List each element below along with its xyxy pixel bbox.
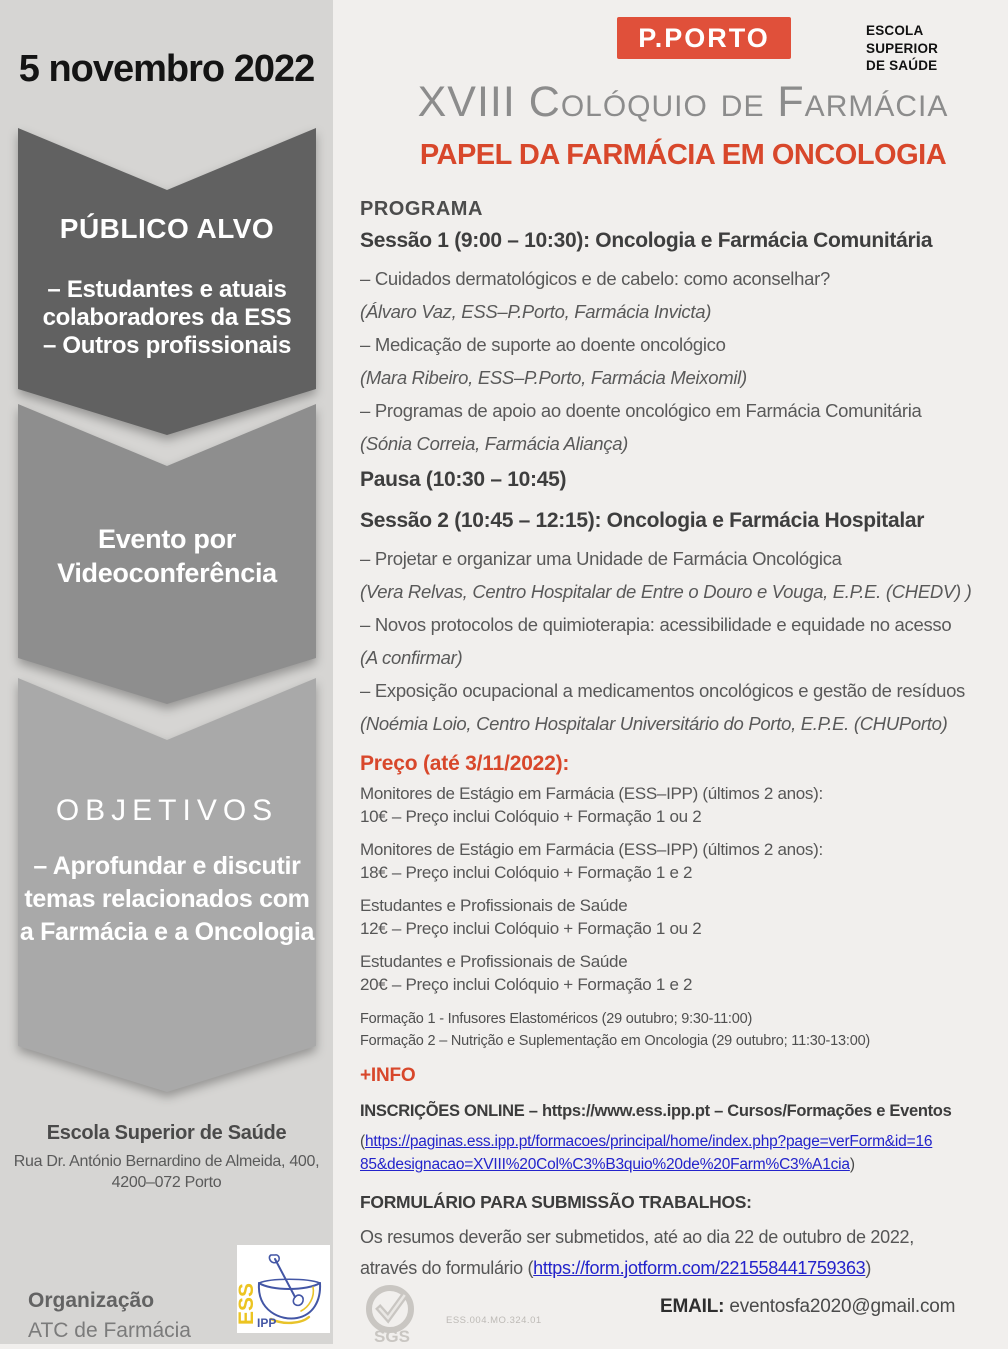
session-topic: – Exposição ocupacional a medicamentos oncológicos e gestão de resíduos: [360, 680, 966, 701]
session-topic: – Programas de apoio ao doente oncológico em Farmácia Comunitária: [360, 400, 922, 421]
evento-line: Videoconferência: [57, 558, 277, 588]
objetivos-line: – Aprofundar e discutir: [33, 852, 301, 880]
inscricoes-link-block: [360, 1130, 932, 1176]
jotform-link[interactable]: https://form.jotform.com/221558441759363: [533, 1258, 866, 1278]
formacao-note: Formação 1 - Infusores Elastoméricos (29 outubro; 9:30-11:00): [360, 1011, 753, 1027]
document-code: ESS.004.MO.324.01: [446, 1315, 542, 1326]
form-text-suffix: ): [865, 1258, 872, 1278]
venue-address: [0, 1151, 333, 1193]
form-text: [360, 1222, 914, 1284]
tier-price: 12€ – Preço inclui Colóquio + Formação 1 ou 2: [360, 919, 702, 938]
event-subtitle: PAPEL DA FARMÁCIA EM ONCOLOGIA: [419, 139, 947, 171]
organization-label: Organização: [28, 1289, 155, 1312]
sgs-label: SGS: [374, 1327, 410, 1344]
venue-address-line: 4200–072 Porto: [111, 1174, 222, 1191]
event-date: 5 novembro 2022: [18, 48, 315, 90]
ess-logo-text: ESS: [237, 1282, 258, 1325]
form-heading: FORMULÁRIO PARA SUBMISSÃO TRABALHOS:: [360, 1192, 752, 1212]
tier-price: 20€ – Preço inclui Colóquio + Formação 1 e 2: [360, 975, 693, 994]
evento-line: Evento por: [97, 524, 236, 554]
school-name-line: DE SAÚDE: [866, 58, 938, 73]
sgs-logo: [362, 1284, 424, 1349]
mortar-pestle-icon: [237, 1245, 330, 1333]
session-speaker: (Vera Relvas, Centro Hospitalar de Entre o Douro e Vouga, E.P.E. (CHEDV) ): [360, 581, 972, 602]
session-topic: – Cuidados dermatológicos e de cabelo: como aconselhar?: [360, 268, 830, 289]
publico-alvo-title: PÚBLICO ALVO: [59, 213, 275, 244]
organization-name: ATC de Farmácia: [28, 1319, 191, 1342]
objetivos-lines: [18, 850, 316, 949]
session-topic: – Projetar e organizar uma Unidade de Farmácia Oncológica: [360, 548, 842, 569]
session1-items: [360, 262, 922, 460]
session-speaker: (Noémia Loio, Centro Hospitalar Universitário do Porto, E.P.E. (CHUPorto): [360, 713, 948, 734]
link-line: 85&designacao=XVIII%20Col%C3%B3quio%20de%20Farm%C3%A1cia: [360, 1156, 850, 1173]
publico-alvo-line: – Outros profissionais: [42, 332, 292, 359]
session-speaker: (Álvaro Vaz, ESS–P.Porto, Farmácia Invicta): [360, 301, 712, 322]
session-topic: – Novos protocolos de quimioterapia: acessibilidade e equidade no acesso: [360, 614, 952, 635]
publico-alvo-line: – Estudantes e atuais: [47, 276, 287, 303]
pporto-logo: P.PORTO: [617, 17, 791, 59]
venue-address-line: Rua Dr. António Bernardino de Almeida, 400,: [13, 1153, 320, 1170]
info-heading: +INFO: [360, 1065, 416, 1086]
formacoes-notes: [360, 1008, 870, 1052]
tier-category: Monitores de Estágio em Farmácia (ESS–IPP) (últimos 2 anos):: [360, 840, 823, 859]
form-text-line: Os resumos deverão ser submetidos, até ao dia 22 de outubro de 2022,: [360, 1227, 914, 1247]
publico-alvo-lines: [18, 276, 316, 360]
venue-name: Escola Superior de Saúde: [46, 1122, 287, 1144]
pricing-tier: [360, 894, 823, 940]
ess-ipp-logo: [237, 1245, 330, 1333]
program-heading: PROGRAMA: [360, 198, 483, 220]
objetivos-title: OBJETIVOS: [55, 794, 279, 827]
pricing-tier: [360, 782, 823, 828]
objetivos-line: a Farmácia e a Oncologia: [19, 918, 315, 946]
main-content: [358, 0, 1006, 1344]
pricing-tier: [360, 838, 823, 884]
tier-category: Monitores de Estágio em Farmácia (ESS–IPP) (últimos 2 anos):: [360, 784, 823, 803]
form-text-line: [360, 1253, 914, 1284]
form-text-prefix: através do formulário (: [360, 1258, 534, 1278]
session1-title: Sessão 1 (9:00 – 10:30): Oncologia e Farmácia Comunitária: [360, 229, 933, 252]
session-speaker: (Mara Ribeiro, ESS–P.Porto, Farmácia Meixomil): [360, 367, 747, 388]
email-line: [660, 1296, 955, 1318]
pricing-tiers: [360, 782, 823, 1006]
organization-block: [28, 1286, 191, 1346]
inscricoes-link[interactable]: [360, 1133, 932, 1173]
tier-category: Estudantes e Profissionais de Saúde: [360, 896, 628, 915]
chevron-evento: [18, 404, 316, 704]
paren-open: (: [360, 1133, 365, 1150]
chevron-objetivos: [18, 678, 316, 1092]
pricing-heading: Preço (até 3/11/2022):: [360, 752, 570, 775]
session-speaker: (Sónia Correia, Farmácia Aliança): [360, 433, 629, 454]
link-line: https://paginas.ess.ipp.pt/formacoes/principal/home/index.php?page=verForm&id=16: [364, 1133, 933, 1150]
evento-lines: [18, 522, 316, 590]
formacao-note: Formação 2 – Nutrição e Suplementação em Oncologia (29 outubro; 11:30-13:00): [360, 1033, 871, 1049]
tier-category: Estudantes e Profissionais de Saúde: [360, 952, 628, 971]
objetivos-line: temas relacionados com: [24, 885, 310, 913]
sgs-certification-icon: [362, 1284, 424, 1344]
tier-price: 10€ – Preço inclui Colóquio + Formação 1 ou 2: [360, 807, 702, 826]
pricing-tier: [360, 950, 823, 996]
session2-title: Sessão 2 (10:45 – 12:15): Oncologia e Farmácia Hospitalar: [360, 509, 925, 532]
venue-block: [0, 1122, 333, 1193]
event-title: XVIII Colóquio de Farmácia: [417, 78, 949, 126]
session-topic: – Medicação de suporte ao doente oncológico: [360, 334, 726, 355]
paren-close: ): [849, 1156, 855, 1173]
email-address: eventosfa2020@gmail.com: [729, 1296, 956, 1317]
email-label: EMAIL:: [660, 1296, 725, 1317]
school-name-line: ESCOLA: [866, 23, 924, 38]
pausa: Pausa (10:30 – 10:45): [360, 468, 567, 491]
tier-price: 18€ – Preço inclui Colóquio + Formação 1 e 2: [360, 863, 693, 882]
sidebar: [0, 0, 333, 1344]
session2-items: [360, 542, 972, 740]
ipp-logo-text: IPP: [257, 1316, 277, 1330]
session-speaker: (A confirmar): [360, 647, 463, 668]
chevron-publico-alvo: [18, 128, 316, 435]
school-name-line: SUPERIOR: [866, 40, 939, 56]
publico-alvo-line: colaboradores da ESS: [42, 304, 292, 331]
inscricoes-line: INSCRIÇÕES ONLINE – https://www.ess.ipp.pt – Cursos/Formações e Eventos: [360, 1102, 952, 1120]
